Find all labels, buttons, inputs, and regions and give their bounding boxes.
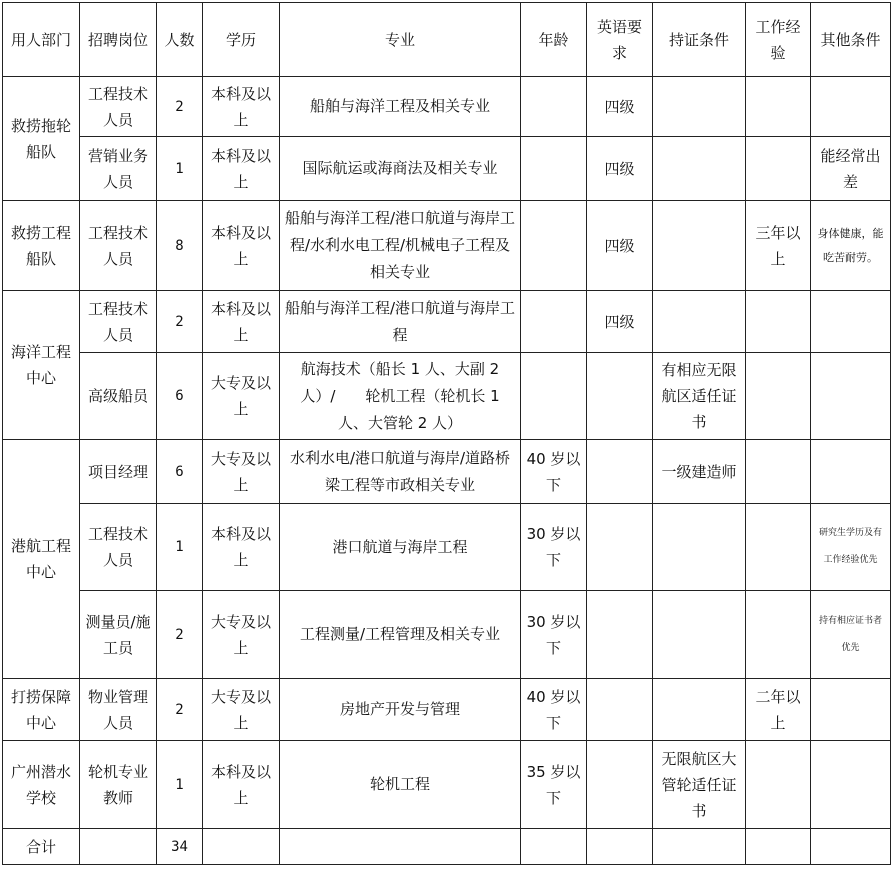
education-cell: 本科及以上 — [203, 137, 280, 201]
other-cell — [811, 440, 891, 504]
table-row — [3, 679, 891, 741]
certificate-cell: 有相应无限航区适任证书 — [653, 353, 746, 440]
position-cell: 物业管理人员 — [80, 679, 157, 741]
certificate-cell — [653, 77, 746, 137]
table-row — [3, 504, 891, 591]
experience-cell — [746, 77, 811, 137]
header-row — [3, 3, 891, 77]
experience-cell — [746, 741, 811, 829]
age-cell: 30 岁以下 — [521, 504, 587, 591]
experience-cell — [746, 440, 811, 504]
total-empty — [80, 829, 157, 865]
count-cell: 6 — [157, 353, 203, 440]
count-cell: 6 — [157, 440, 203, 504]
experience-cell: 二年以上 — [746, 679, 811, 741]
dept-cell: 广州潜水学校 — [3, 741, 80, 829]
position-cell: 工程技术人员 — [80, 201, 157, 291]
table-row — [3, 291, 891, 353]
english-cell — [587, 591, 653, 679]
position-cell: 工程技术人员 — [80, 77, 157, 137]
major-cell: 船舶与海洋工程/港口航道与海岸工程 — [280, 291, 521, 353]
table-row — [3, 353, 891, 440]
position-cell: 测量员/施工员 — [80, 591, 157, 679]
position-cell: 工程技术人员 — [80, 504, 157, 591]
header-other: 其他条件 — [811, 3, 891, 77]
education-cell: 本科及以上 — [203, 77, 280, 137]
age-cell: 40 岁以下 — [521, 679, 587, 741]
education-cell: 大专及以上 — [203, 353, 280, 440]
header-education: 学历 — [203, 3, 280, 77]
age-cell: 35 岁以下 — [521, 741, 587, 829]
certificate-cell — [653, 679, 746, 741]
major-cell: 工程测量/工程管理及相关专业 — [280, 591, 521, 679]
count-cell: 2 — [157, 291, 203, 353]
education-cell: 本科及以上 — [203, 291, 280, 353]
dept-cell: 救捞工程船队 — [3, 201, 80, 291]
count-cell: 1 — [157, 137, 203, 201]
certificate-cell: 无限航区大管轮适任证书 — [653, 741, 746, 829]
other-cell — [811, 679, 891, 741]
major-cell: 国际航运或海商法及相关专业 — [280, 137, 521, 201]
total-empty — [653, 829, 746, 865]
table-row — [3, 137, 891, 201]
count-cell: 1 — [157, 504, 203, 591]
dept-cell: 打捞保障中心 — [3, 679, 80, 741]
total-row — [3, 829, 891, 865]
other-cell — [811, 353, 891, 440]
english-cell: 四级 — [587, 201, 653, 291]
education-cell: 大专及以上 — [203, 679, 280, 741]
education-cell: 本科及以上 — [203, 741, 280, 829]
experience-cell — [746, 353, 811, 440]
experience-cell: 三年以上 — [746, 201, 811, 291]
age-cell — [521, 201, 587, 291]
age-cell — [521, 77, 587, 137]
header-certificate: 持证条件 — [653, 3, 746, 77]
count-cell: 1 — [157, 741, 203, 829]
age-cell — [521, 137, 587, 201]
certificate-cell — [653, 591, 746, 679]
count-cell: 8 — [157, 201, 203, 291]
major-cell: 航海技术（船长 1 人、大副 2 人）/ 轮机工程（轮机长 1 人、大管轮 2 人） — [280, 353, 521, 440]
table-row — [3, 591, 891, 679]
total-empty — [203, 829, 280, 865]
major-cell: 港口航道与海岸工程 — [280, 504, 521, 591]
other-cell — [811, 77, 891, 137]
age-cell: 40 岁以下 — [521, 440, 587, 504]
count-cell: 2 — [157, 679, 203, 741]
position-cell: 营销业务人员 — [80, 137, 157, 201]
other-cell — [811, 741, 891, 829]
header-english: 英语要求 — [587, 3, 653, 77]
age-cell — [521, 291, 587, 353]
count-cell: 2 — [157, 77, 203, 137]
experience-cell — [746, 137, 811, 201]
other-cell: 持有相应证书者优先 — [811, 591, 891, 679]
certificate-cell — [653, 504, 746, 591]
other-cell: 研究生学历及有工作经验优先 — [811, 504, 891, 591]
dept-cell: 港航工程中心 — [3, 440, 80, 679]
position-cell: 轮机专业教师 — [80, 741, 157, 829]
experience-cell — [746, 591, 811, 679]
english-cell — [587, 679, 653, 741]
total-empty — [280, 829, 521, 865]
header-experience: 工作经验 — [746, 3, 811, 77]
education-cell: 大专及以上 — [203, 591, 280, 679]
header-age: 年龄 — [521, 3, 587, 77]
position-cell: 项目经理 — [80, 440, 157, 504]
certificate-cell — [653, 291, 746, 353]
header-dept: 用人部门 — [3, 3, 80, 77]
header-position: 招聘岗位 — [80, 3, 157, 77]
age-cell: 30 岁以下 — [521, 591, 587, 679]
certificate-cell: 一级建造师 — [653, 440, 746, 504]
experience-cell — [746, 291, 811, 353]
major-cell: 房地产开发与管理 — [280, 679, 521, 741]
other-cell: 身体健康，能吃苦耐劳。 — [811, 201, 891, 291]
english-cell — [587, 440, 653, 504]
major-cell: 船舶与海洋工程/港口航道与海岸工程/水利水电工程/机械电子工程及相关专业 — [280, 201, 521, 291]
header-major: 专业 — [280, 3, 521, 77]
english-cell: 四级 — [587, 137, 653, 201]
education-cell: 本科及以上 — [203, 201, 280, 291]
position-cell: 高级船员 — [80, 353, 157, 440]
total-empty — [811, 829, 891, 865]
education-cell: 大专及以上 — [203, 440, 280, 504]
table-row — [3, 77, 891, 137]
english-cell — [587, 741, 653, 829]
dept-cell: 救捞拖轮船队 — [3, 77, 80, 201]
english-cell — [587, 504, 653, 591]
table-row — [3, 741, 891, 829]
english-cell: 四级 — [587, 291, 653, 353]
certificate-cell — [653, 201, 746, 291]
table-row — [3, 440, 891, 504]
certificate-cell — [653, 137, 746, 201]
other-cell: 能经常出差 — [811, 137, 891, 201]
english-cell: 四级 — [587, 77, 653, 137]
age-cell — [521, 353, 587, 440]
other-cell — [811, 291, 891, 353]
dept-cell: 海洋工程中心 — [3, 291, 80, 440]
major-cell: 船舶与海洋工程及相关专业 — [280, 77, 521, 137]
table-row — [3, 201, 891, 291]
total-count: 34 — [157, 829, 203, 865]
total-label: 合计 — [3, 829, 80, 865]
position-cell: 工程技术人员 — [80, 291, 157, 353]
major-cell: 水利水电/港口航道与海岸/道路桥梁工程等市政相关专业 — [280, 440, 521, 504]
recruitment-table — [2, 2, 891, 865]
header-count: 人数 — [157, 3, 203, 77]
total-empty — [521, 829, 587, 865]
education-cell: 本科及以上 — [203, 504, 280, 591]
count-cell: 2 — [157, 591, 203, 679]
major-cell: 轮机工程 — [280, 741, 521, 829]
english-cell — [587, 353, 653, 440]
total-empty — [587, 829, 653, 865]
total-empty — [746, 829, 811, 865]
experience-cell — [746, 504, 811, 591]
